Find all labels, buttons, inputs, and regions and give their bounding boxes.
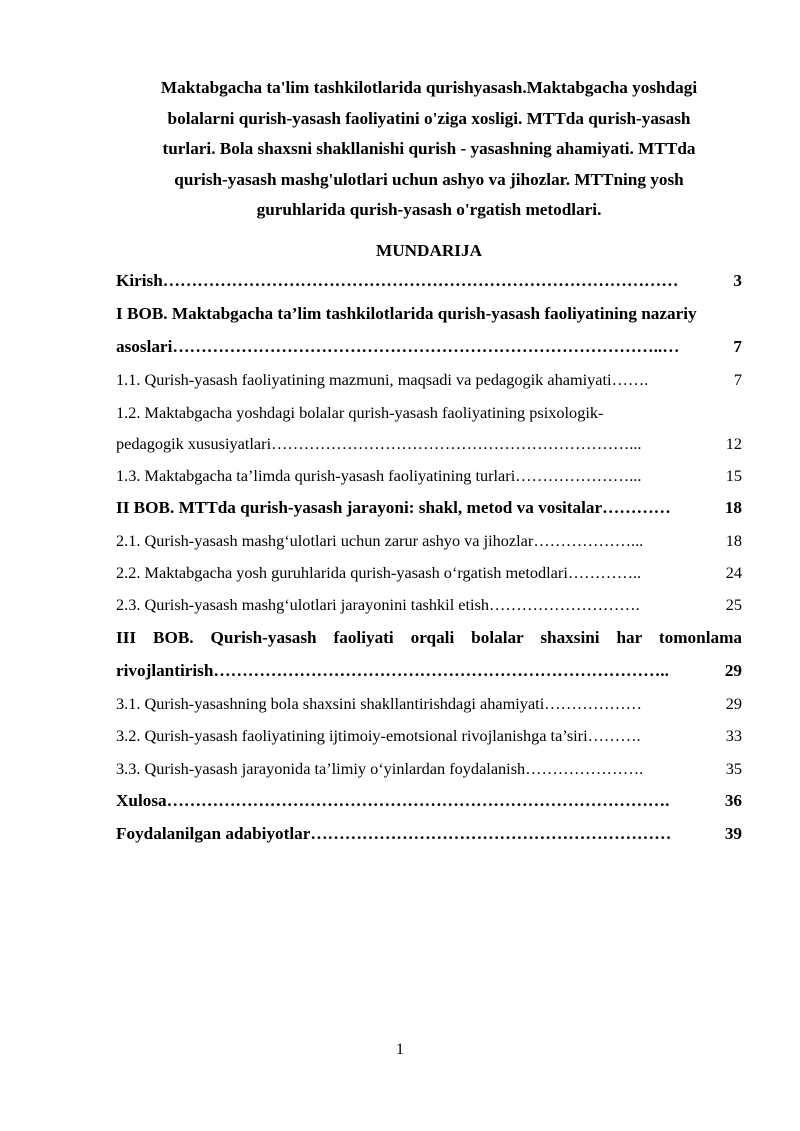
toc-entry-text: 2.1. Qurish-yasash mashg‘ulotlari uchun zarur ashyo va jihozlar [116,531,534,550]
toc-entry-2-1[interactable] [116,526,742,556]
toc-entry-text: Foydalanilgan adabiyotlar [116,824,311,843]
toc-leader: …………………………………………………………………….. [213,661,669,680]
toc-page-number: 3 [733,271,742,290]
toc-page-number: 29 [724,661,742,680]
toc-entry-text: Kirish [116,271,163,290]
toc-entry-text: Xulosa [116,791,167,810]
toc-entry-1-1[interactable] [116,365,742,395]
title-line: bolalarni qurish-yasash faoliyatini o'ziga xosligi. MTTda qurish-yasash [167,108,691,128]
toc-page-number: 7 [733,337,742,356]
toc-leader: ………………... [533,531,644,550]
toc-entry-1-3[interactable] [116,461,742,491]
toc-entry-text: 1.3. Maktabgacha ta’limda qurish-yasash faoliyatining turlari [116,466,516,485]
toc-entry-xulosa[interactable] [116,786,742,816]
toc-leader: ……………… [544,694,642,713]
toc-entry-1-2-cont[interactable] [116,429,742,459]
toc-entry-1-2[interactable] [116,398,742,428]
title-line: qurish-yasash mashg'ulotlari uchun ashyo va jihozlar. MTTning yosh [174,169,684,189]
title-line: guruhlarida qurish-yasash o'rgatish metodlari. [256,200,602,219]
toc-entry-3-1[interactable] [116,689,742,719]
toc-entry-adabiyotlar[interactable] [116,819,742,849]
toc-page-number: 18 [724,498,742,517]
toc-page-number: 24 [725,563,742,582]
toc-page-number: 7 [733,370,742,389]
toc-entry-text: 1.1. Qurish-yasash faoliyatining mazmuni, maqsadi va pedagogik ahamiyati [116,370,612,389]
toc-entry-chapter-1-cont[interactable] [116,332,742,362]
toc-page-number: 18 [725,531,742,550]
toc-entry-chapter-1[interactable] [116,299,742,329]
toc-leader: …………………………………………………………... [271,434,642,453]
toc-entry-text: 3.3. Qurish-yasash jarayonida ta’limiy o‘yinlardan foydalanish [116,759,526,778]
page-number: 1 [395,1039,405,1058]
toc-page-number: 12 [725,434,742,453]
toc-entry-text: 2.2. Maktabgacha yosh guruhlarida qurish-yasash o‘rgatish metodlari [116,563,568,582]
toc-leader: ………. [587,726,641,745]
toc-entry-text: II BOB. MTTda qurish-yasash jarayoni: shakl, metod va vositalar [116,498,603,517]
toc-entry-2-3[interactable] [116,590,742,620]
toc-page-number: 36 [724,791,742,810]
toc-page-number: 33 [725,726,742,745]
toc-entry-text: rivojlantirish [116,661,214,680]
toc-leader: …………………………………………………………………………..… [172,337,680,356]
toc-page-number: 25 [725,595,742,614]
toc-page-number: 35 [725,759,742,778]
toc-leader: ………………………. [489,595,640,614]
title-line: turlari. Bola shaxsni shakllanishi qurish - yasashning ahamiyati. MTTda [162,139,696,158]
toc-entry-chapter-3[interactable] [116,623,742,653]
toc-entry-chapter-3-cont[interactable] [116,656,742,686]
toc-leader: …………………... [515,466,642,485]
title-line: Maktabgacha ta'lim tashkilotlarida qurishyasash.Maktabgacha yoshdagi [160,78,698,97]
toc-entry-text: asoslari [116,337,173,356]
toc-entry-kirish[interactable] [116,266,742,296]
toc-entry-text: III BOB. Qurish-yasash faoliyati orqali bolalar shaxsini har tomonlama [116,628,742,647]
toc-leader: ………….. [567,563,642,582]
toc-entry-text: 1.2. Maktabgacha yoshdagi bolalar qurish-yasash faoliyatining psixologik- [116,403,604,422]
toc-entry-text: 3.1. Qurish-yasashning bola shaxsini shakllantirishdagi ahamiyati [116,694,545,713]
toc-leader: …………………. [525,759,644,778]
toc-entry-text: I BOB. Maktabgacha ta’lim tashkilotlarida qurish-yasash faoliyatining nazariy [116,304,697,323]
toc-entry-text: 3.2. Qurish-yasash faoliyatining ijtimoiy-emotsional rivojlanishga ta’siri [116,726,588,745]
toc-leader: ……………………………………………………………………………. [166,791,670,810]
toc-heading: MUNDARIJA [376,241,482,260]
document-title [118,73,740,226]
toc-page-number: 39 [724,824,742,843]
toc-entry-3-2[interactable] [116,721,742,751]
toc-leader: ……. [611,370,649,389]
toc-page-number: 15 [725,466,742,485]
toc-entry-text: 2.3. Qurish-yasash mashg‘ulotlari jarayonini tashkil etish [116,595,490,614]
toc-entry-3-3[interactable] [116,754,742,784]
toc-leader: ………… [602,498,671,517]
toc-leader: ……………………………………………………………………………… [162,271,679,290]
toc-page-number: 29 [725,694,742,713]
toc-entry-text: pedagogik xususiyatlari [116,434,272,453]
toc-entry-chapter-2[interactable] [116,493,742,523]
toc-leader: ……………………………………………………… [310,824,672,843]
toc-entry-2-2[interactable] [116,558,742,588]
